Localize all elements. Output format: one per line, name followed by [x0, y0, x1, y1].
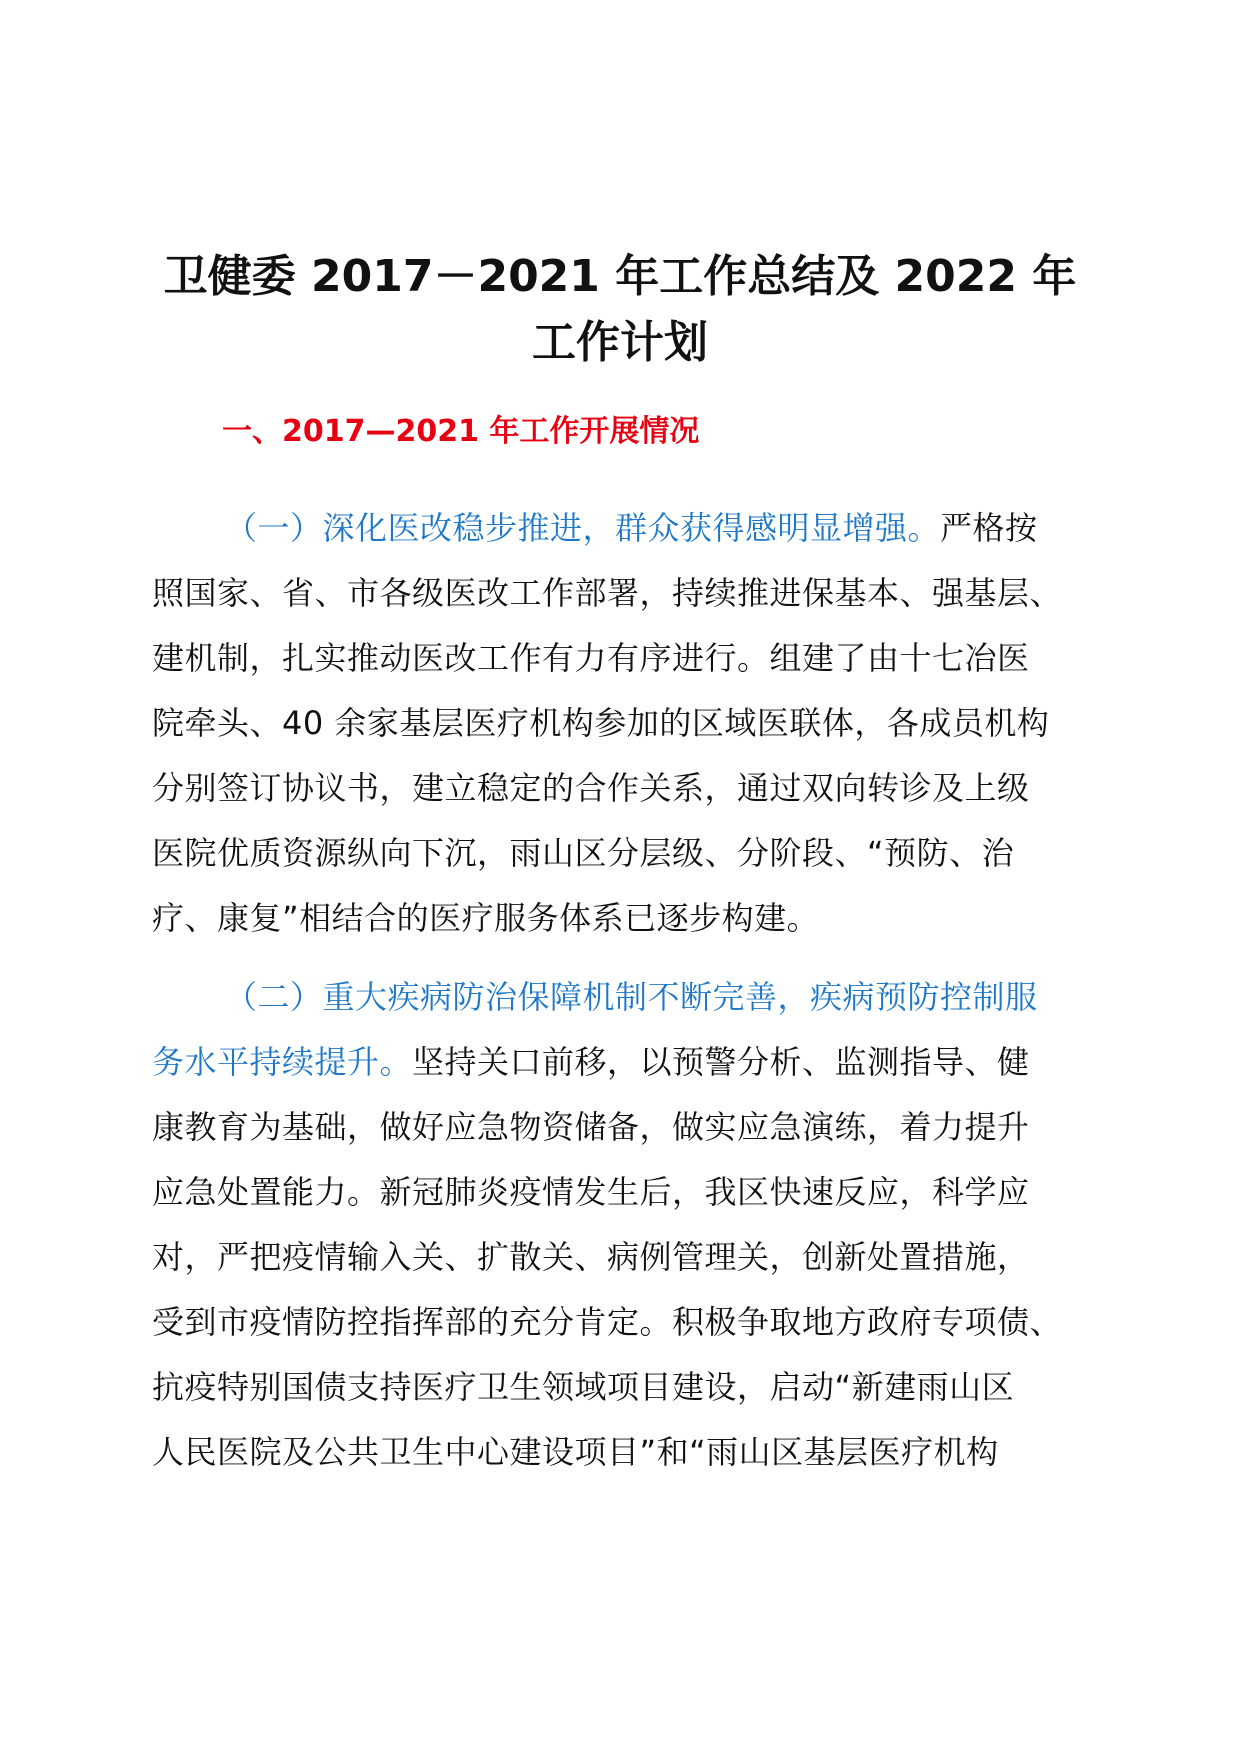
section-heading: 一、2017—2021 年工作开展情况 — [222, 414, 700, 449]
paragraph-line — [152, 1160, 1092, 1225]
title-line-1: 卫健委 2017－2021 年工作总结及 2022 年 — [163, 251, 1077, 302]
line-text: 康教育为基础，做好应急物资储备，做实应急演练，着力提升 — [152, 1108, 1030, 1146]
line-text: 坚持关口前移，以预警分析、监测指导、健 — [412, 1043, 1030, 1081]
line-text: 严格按 — [940, 509, 1038, 547]
line-text: 医院优质资源纵向下沉，雨山区分层级、分阶段、“预防、治 — [152, 834, 1015, 872]
paragraph-line — [152, 965, 1092, 1030]
subheading-1: （一）深化医改稳步推进，群众获得感明显增强。 — [225, 509, 941, 547]
line-text: 院牵头、40 余家基层医疗机构参加的区域医联体，各成员机构 — [152, 704, 1050, 742]
line-text: 人民医院及公共卫生中心建设项目”和“雨山区基层医疗机构 — [152, 1433, 999, 1471]
line-text: 应急处置能力。新冠肺炎疫情发生后，我区快速反应，科学应 — [152, 1173, 1030, 1211]
subheading-2: （二）重大疾病防治保障机制不断完善，疾病预防控制服 — [225, 978, 1038, 1016]
paragraph-line — [152, 1420, 1092, 1485]
paragraph-line — [152, 561, 1092, 626]
paragraph-line — [152, 1290, 1092, 1355]
paragraph-line — [152, 756, 1092, 821]
paragraph-line — [152, 1225, 1092, 1290]
paragraph-1 — [152, 496, 1092, 951]
paragraph-line — [152, 1095, 1092, 1160]
line-text: 照国家、省、市各级医改工作部署，持续推进保基本、强基层、 — [152, 574, 1063, 612]
paragraph-2 — [152, 965, 1092, 1485]
subheading-2-continued: 务水平持续提升。 — [152, 1043, 413, 1081]
line-text: 受到市疫情防控指挥部的充分肯定。积极争取地方政府专项债、 — [152, 1303, 1063, 1341]
line-text: 疗、康复”相结合的医疗服务体系已逐步构建。 — [152, 899, 820, 937]
document-title — [150, 244, 1090, 376]
line-text: 建机制，扎实推动医改工作有力有序进行。组建了由十七冶医 — [152, 639, 1030, 677]
paragraph-line — [152, 1355, 1092, 1420]
paragraph-line — [152, 626, 1092, 691]
line-text: 抗疫特别国债支持医疗卫生领域项目建设，启动“新建雨山区 — [152, 1368, 1015, 1406]
paragraph-line — [152, 691, 1092, 756]
paragraph-line — [152, 886, 1092, 951]
paragraph-line — [152, 496, 1092, 561]
title-line-2: 工作计划 — [532, 317, 708, 368]
line-text: 分别签订协议书，建立稳定的合作关系，通过双向转诊及上级 — [152, 769, 1030, 807]
line-text: 对，严把疫情输入关、扩散关、病例管理关，创新处置措施， — [152, 1238, 1030, 1276]
paragraph-line — [152, 1030, 1092, 1095]
paragraph-line — [152, 821, 1092, 886]
